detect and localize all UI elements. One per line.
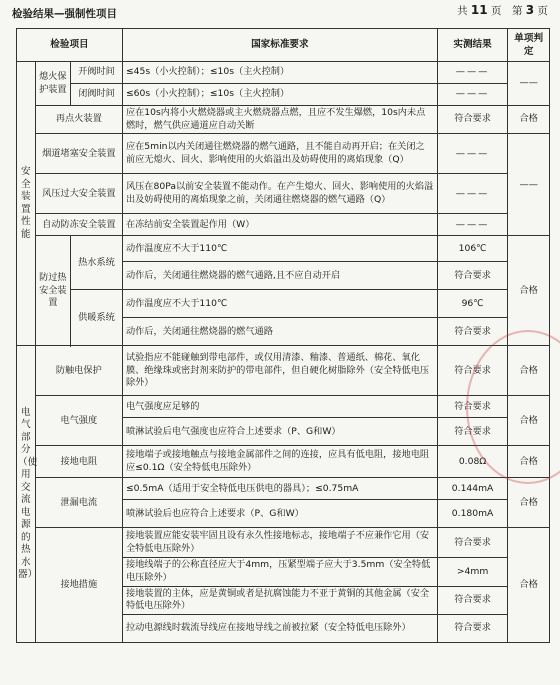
ground-res-judgement: 合格 xyxy=(508,446,550,478)
table-row xyxy=(17,214,550,236)
table-row xyxy=(17,84,550,106)
heating-label: 供暖系统 xyxy=(71,290,123,346)
grounding-result4: 符合要求 xyxy=(437,615,508,643)
open-time-req: ≤45s（小火控制）；≤10s（主火控制） xyxy=(122,62,437,84)
page-mid: 页 第 xyxy=(490,5,523,17)
page-indicator xyxy=(457,3,548,18)
strength-req1: 电气强度应足够的 xyxy=(122,396,437,418)
shock-label: 防触电保护 xyxy=(35,346,122,396)
leakage-result2: 0.180mA xyxy=(437,500,508,528)
open-time-label: 开阀时间 xyxy=(71,62,123,84)
grounding-req3: 接地装置的主体，应是黄铜或者是抗腐蚀能力不亚于黄铜的其他金属（安全特低电压除外） xyxy=(122,586,437,614)
freeze-label: 自动防冻安全装置 xyxy=(35,214,122,236)
document-title: 检验结果—强制性项目 xyxy=(12,8,117,20)
table-row xyxy=(17,62,550,84)
table-row xyxy=(17,396,550,418)
hot-water-req2: 动作后，关闭通往燃烧器的燃气通路,且不应自动开启 xyxy=(122,262,437,290)
table-header-row xyxy=(17,29,550,62)
heating-req2: 动作后，关闭通往燃烧器的燃气通路 xyxy=(122,318,437,346)
reignition-req: 应在10s内将小火燃烧器或主火燃烧器点燃，且应不发生爆燃，10s内未点燃时，燃气供应通道应自动关断 xyxy=(122,106,437,134)
heating-result2: 符合要求 xyxy=(437,318,508,346)
strength-result1: 符合要求 xyxy=(437,396,508,418)
ground-res-label: 接地电阻 xyxy=(35,446,122,478)
total-pages: 11 xyxy=(470,3,488,17)
leakage-label: 泄漏电流 xyxy=(35,478,122,528)
reignition-result: 符合要求 xyxy=(437,106,508,134)
wind-result: ——— xyxy=(437,174,508,214)
grounding-req1: 接地装置应能安装牢固且设有永久性接地标志，接地端子不应兼作它用（安全特低电压除外） xyxy=(122,528,437,558)
freeze-req: 在冻结前安全装置起作用（W） xyxy=(122,214,437,236)
col-header-standard: 国家标准要求 xyxy=(122,29,437,62)
grounding-judgement: 合格 xyxy=(508,528,550,643)
heating-req1: 动作温度应不大于110℃ xyxy=(122,290,437,318)
col-header-judgement: 单项判定 xyxy=(508,29,550,62)
category-safety: 安全装置性能 xyxy=(17,62,36,346)
ground-res-result: 0.08Ω xyxy=(437,446,508,478)
flue-label: 烟道堵塞安全装置 xyxy=(35,134,122,174)
flameout-judgement: —— xyxy=(508,62,550,106)
page-suffix: 页 xyxy=(537,5,548,17)
table-row xyxy=(17,134,550,174)
ground-res-req: 接地端子或接地触点与接地金属部件之间的连接，应具有低电阻，接地电阻应≤0.1Ω（安全特低电压除外） xyxy=(122,446,437,478)
close-time-label: 闭阀时间 xyxy=(71,84,123,106)
table-row xyxy=(17,478,550,500)
table-row xyxy=(17,106,550,134)
flue-result: ——— xyxy=(437,134,508,174)
strength-req2: 喷淋试验后电气强度也应符合上述要求（P、G和W） xyxy=(122,418,437,446)
leakage-req2: 喷淋试验后也应符合上述要求（P、G和W） xyxy=(122,500,437,528)
grounding-result3: 符合要求 xyxy=(437,586,508,614)
inspection-table xyxy=(16,28,550,643)
leakage-judgement: 合格 xyxy=(508,478,550,528)
strength-result2: 符合要求 xyxy=(437,418,508,446)
table-row xyxy=(17,290,550,318)
overheat-label: 防过热安全装置 xyxy=(35,236,70,346)
category-electrical: 电气部分（使用交流电源的热水器） xyxy=(17,346,36,643)
close-time-req: ≤60s（小火控制）；≤10s（主火控制） xyxy=(122,84,437,106)
strength-judgement: 合格 xyxy=(508,396,550,446)
grounding-req2: 接地线端子的公称直径应大于4mm，压紧型端子应大于3.5mm（安全特低电压除外） xyxy=(122,558,437,586)
freeze-result: ——— xyxy=(437,214,508,236)
table-row xyxy=(17,174,550,214)
hot-water-label: 热水系统 xyxy=(71,236,123,290)
grounding-result1: 符合要求 xyxy=(437,528,508,558)
hot-water-req1: 动作温度应不大于110℃ xyxy=(122,236,437,262)
wind-req: 风压在80Pa以前安全装置不能动作。在产生熄火、回火、影响使用的火焰溢出及妨碍使用的离焰现象之前，关闭通往燃烧器的燃气通路（Q） xyxy=(122,174,437,214)
table-row xyxy=(17,236,550,262)
shock-result: 符合要求 xyxy=(437,346,508,396)
col-header-item: 检验项目 xyxy=(17,29,123,62)
safety-judgement: —— xyxy=(508,134,550,236)
heating-result1: 96℃ xyxy=(437,290,508,318)
shock-req: 试验指应不能碰触到带电部件，或仅用清漆、釉漆、普通纸、棉花、氧化膜、绝缘珠或密封剂来防护的带电部件，但自硬化树脂除外（安全特低电压除外） xyxy=(122,346,437,396)
leakage-req1: ≤0.5mA（适用于安全特低电压供电的器具）；≤0.75mA xyxy=(122,478,437,500)
hot-water-result2: 符合要求 xyxy=(437,262,508,290)
overheat-judgement: 合格 xyxy=(508,236,550,346)
page-header xyxy=(0,0,560,24)
flameout-label: 熄火保护装置 xyxy=(35,62,70,106)
close-time-result: ——— xyxy=(437,84,508,106)
shock-judgement: 合格 xyxy=(508,346,550,396)
grounding-label: 接地措施 xyxy=(35,528,122,643)
page-prefix: 共 xyxy=(457,5,468,17)
leakage-result1: 0.144mA xyxy=(437,478,508,500)
col-header-result: 实测结果 xyxy=(437,29,508,62)
grounding-req4: 拉动电源线时载流导线应在接地导线之前被拉紧（安全特低电压除外） xyxy=(122,615,437,643)
table-row xyxy=(17,528,550,558)
current-page: 3 xyxy=(525,3,535,17)
table-row xyxy=(17,446,550,478)
strength-label: 电气强度 xyxy=(35,396,122,446)
open-time-result: ——— xyxy=(437,62,508,84)
wind-label: 风压过大安全装置 xyxy=(35,174,122,214)
table-row xyxy=(17,346,550,396)
grounding-result2: >4mm xyxy=(437,558,508,586)
hot-water-result1: 106℃ xyxy=(437,236,508,262)
flue-req: 应在5min以内关闭通往燃烧器的燃气通路，且不能自动再开启；在关闭之前应无熄火、回火、影响使用的火焰溢出及妨碍使用的离焰现象（Q） xyxy=(122,134,437,174)
reignition-judgement: 合格 xyxy=(508,106,550,134)
reignition-label: 再点火装置 xyxy=(35,106,122,134)
